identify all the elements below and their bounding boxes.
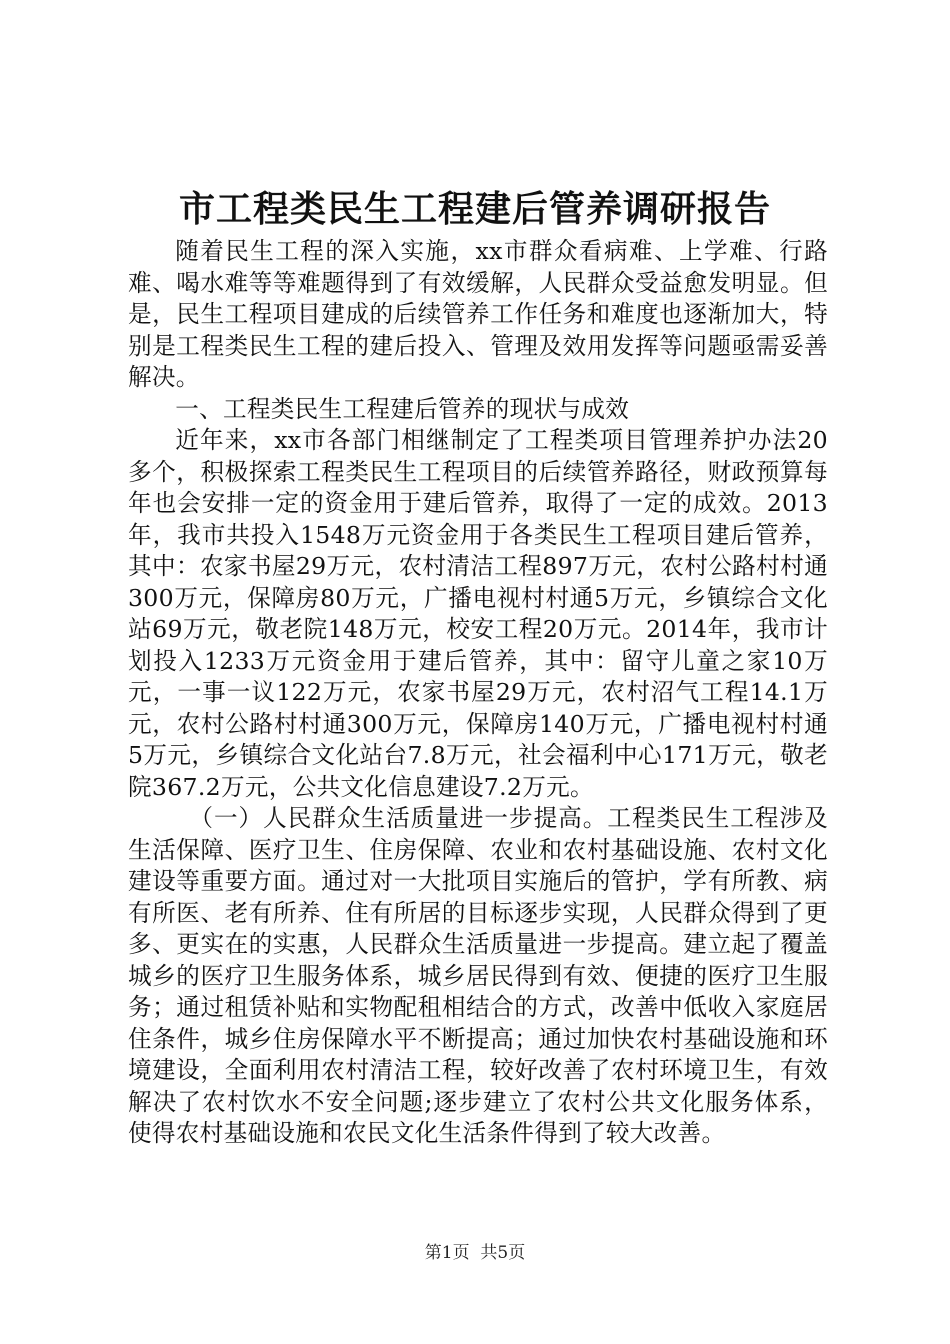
intro-paragraph: 随着民生工程的深入实施，xx市群众看病难、上学难、行路难、喝水难等等难题得到了有效缓解，人民群众受益愈发明显。但是，民生工程项目建成的后续管养工作任务和难度也逐渐加大，特别是工程类民生工程的建后投入、管理及效用发挥等问题亟需妥善解决。 [128,237,828,391]
investment-paragraph: 近年来，xx市各部门相继制定了工程类项目管理养护办法20多个，积极探索工程类民生工程项目的后续管养路径，财政预算每年也会安排一定的资金用于建后管养，取得了一定的成效。2013年，我市共投入1548万元资金用于各类民生工程项目建后管养，其中：农家书屋29万元，农村清洁工程897万元，农村公路村村通300万元，保障房80万元，广播电视村村通5万元，乡镇综合文化站69万元，敬老院148万元，校安工程20万元。2014年，我市计划投入1233万元资金用于建后管养，其中：留守儿童之家10万元，一事一议122万元，农家书屋29万元，农村沼气工程14.1万元，农村公路村村通300万元，保障房140万元，广播电视村村通5万元，乡镇综合文化站台7.8万元，社会福利中心171万元，敬老院367.2万元，公共文化信息建设7.2万元。 [128,426,828,801]
section-heading: 一、工程类民生工程建后管养的现状与成效 [175,394,630,423]
document-body [128,236,828,1150]
subsection-paragraph: （一）人民群众生活质量进一步提高。工程类民生工程涉及生活保障、医疗卫生、住房保障、农业和农村基础设施、农村文化建设等重要方面。通过对一大批项目实施后的管护，学有所教、病有所医、老有所养、住有所居的目标逐步实现，人民群众得到了更多、更实在的实惠，人民群众生活质量进一步提高。建立起了覆盖城乡的医疗卫生服务体系，城乡居民得到有效、便捷的医疗卫生服务；通过租赁补贴和实物配租相结合的方式，改善中低收入家庭居住条件，城乡住房保障水平不断提高；通过加快农村基础设施和环境建设，全面利用农村清洁工程，较好改善了农村环境卫生，有效解决了农村饮水不安全问题;逐步建立了农村公共文化服务体系，使得农村基础设施和农民文化生活条件得到了较大改善。 [128,804,828,1147]
document-title: 市工程类民生工程建后管养调研报告 [178,188,771,230]
page-footer [0,1242,950,1264]
total-pages: 共5页 [480,1243,526,1263]
page-number: 第1页 [424,1243,470,1263]
